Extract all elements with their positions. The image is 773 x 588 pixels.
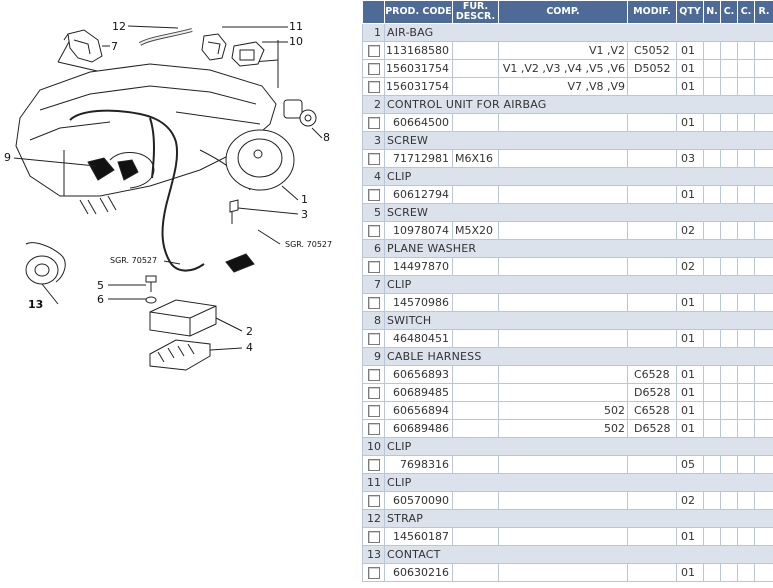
parts-table-body <box>363 24 773 582</box>
comp-cell <box>499 492 628 510</box>
c2-cell <box>738 222 755 240</box>
comp-cell: V1 ,V2 ,V3 ,V4 ,V5 ,V6 <box>499 60 628 78</box>
group-number: 5 <box>363 204 385 222</box>
group-header-row <box>363 132 773 150</box>
qty-cell: 01 <box>677 294 704 312</box>
callout-5: 5 <box>97 279 104 292</box>
c2-cell <box>738 402 755 420</box>
c1-cell <box>721 150 738 168</box>
header-r[interactable]: R. <box>755 1 773 24</box>
r-cell <box>755 456 773 474</box>
comp-cell <box>499 366 628 384</box>
c2-cell <box>738 186 755 204</box>
modif-cell <box>628 330 677 348</box>
callout-13: 13 <box>28 298 44 311</box>
n-cell <box>704 366 721 384</box>
select-checkbox[interactable] <box>368 45 380 57</box>
group-number: 3 <box>363 132 385 150</box>
c1-cell <box>721 186 738 204</box>
qty-cell: 01 <box>677 564 704 582</box>
qty-cell: 05 <box>677 456 704 474</box>
part-row <box>363 294 773 312</box>
select-cell <box>363 60 385 78</box>
airbag-module-1 <box>226 130 294 190</box>
select-checkbox[interactable] <box>368 117 380 129</box>
comp-cell <box>499 384 628 402</box>
comp-cell <box>499 222 628 240</box>
select-checkbox[interactable] <box>368 495 380 507</box>
fur-descr-cell <box>453 420 499 438</box>
r-cell <box>755 114 773 132</box>
n-cell <box>704 258 721 276</box>
select-checkbox[interactable] <box>368 81 380 93</box>
modif-cell <box>628 186 677 204</box>
select-checkbox[interactable] <box>368 225 380 237</box>
part-row <box>363 258 773 276</box>
group-name: CLIP <box>385 276 773 294</box>
c1-cell <box>721 564 738 582</box>
part-row <box>363 366 773 384</box>
select-checkbox[interactable] <box>368 189 380 201</box>
qty-cell: 01 <box>677 330 704 348</box>
select-cell <box>363 384 385 402</box>
fur-descr-cell <box>453 492 499 510</box>
table-header-row <box>363 1 773 24</box>
qty-cell: 01 <box>677 402 704 420</box>
select-cell <box>363 528 385 546</box>
select-cell <box>363 150 385 168</box>
qty-cell: 01 <box>677 114 704 132</box>
comp-cell <box>499 528 628 546</box>
group-number: 2 <box>363 96 385 114</box>
group-number: 4 <box>363 168 385 186</box>
modif-cell: C5052 <box>628 42 677 60</box>
n-cell <box>704 42 721 60</box>
n-cell <box>704 420 721 438</box>
prod-code-cell: 14560187 <box>385 528 453 546</box>
select-cell <box>363 78 385 96</box>
group-header-row <box>363 24 773 42</box>
c2-cell <box>738 330 755 348</box>
r-cell <box>755 78 773 96</box>
part-row <box>363 78 773 96</box>
prod-code-cell: 7698316 <box>385 456 453 474</box>
part-row <box>363 528 773 546</box>
group-name: CABLE HARNESS <box>385 348 773 366</box>
header-n[interactable]: N. <box>704 1 721 24</box>
fur-descr-cell <box>453 528 499 546</box>
n-cell <box>704 492 721 510</box>
group-name: CLIP <box>385 438 773 456</box>
select-checkbox[interactable] <box>368 567 380 579</box>
c2-cell <box>738 114 755 132</box>
comp-cell: V7 ,V8 ,V9 <box>499 78 628 96</box>
modif-cell <box>628 78 677 96</box>
r-cell <box>755 528 773 546</box>
c1-cell <box>721 402 738 420</box>
group-header-row <box>363 438 773 456</box>
callout-4: 4 <box>246 341 253 354</box>
group-name: SCREW <box>385 204 773 222</box>
qty-cell: 01 <box>677 42 704 60</box>
c1-cell <box>721 384 738 402</box>
c2-cell <box>738 294 755 312</box>
r-cell <box>755 294 773 312</box>
group-name: CONTACT <box>385 546 773 564</box>
r-cell <box>755 150 773 168</box>
fur-descr-cell <box>453 186 499 204</box>
ref-label-sgr-1: SGR. 70527 <box>285 240 333 249</box>
callout-10: 10 <box>289 35 303 48</box>
part-row <box>363 330 773 348</box>
prod-code-cell: 60630216 <box>385 564 453 582</box>
qty-cell: 02 <box>677 222 704 240</box>
clip-part-10 <box>232 42 264 66</box>
select-checkbox[interactable] <box>368 297 380 309</box>
qty-cell: 01 <box>677 366 704 384</box>
modif-cell <box>628 114 677 132</box>
comp-cell <box>499 456 628 474</box>
comp-cell <box>499 258 628 276</box>
select-checkbox[interactable] <box>368 531 380 543</box>
select-cell <box>363 294 385 312</box>
n-cell <box>704 402 721 420</box>
header-select <box>363 1 385 24</box>
part-row <box>363 420 773 438</box>
group-number: 6 <box>363 240 385 258</box>
select-checkbox[interactable] <box>368 459 380 471</box>
fur-descr-cell: M5X20 <box>453 222 499 240</box>
n-cell <box>704 186 721 204</box>
comp-cell: 502 <box>499 402 628 420</box>
callout-8: 8 <box>323 131 330 144</box>
header-prod-code[interactable]: PROD. CODE <box>385 1 453 24</box>
select-checkbox[interactable] <box>368 369 380 381</box>
group-number: 13 <box>363 546 385 564</box>
modif-cell: D5052 <box>628 60 677 78</box>
part-row <box>363 402 773 420</box>
c2-cell <box>738 60 755 78</box>
fur-descr-cell <box>453 114 499 132</box>
part-row <box>363 186 773 204</box>
group-header-row <box>363 240 773 258</box>
r-cell <box>755 420 773 438</box>
n-cell <box>704 150 721 168</box>
fur-descr-cell <box>453 456 499 474</box>
c1-cell <box>721 114 738 132</box>
select-checkbox[interactable] <box>368 387 380 399</box>
c1-cell <box>721 420 738 438</box>
modif-cell: D6528 <box>628 384 677 402</box>
n-cell <box>704 222 721 240</box>
group-name: CLIP <box>385 168 773 186</box>
c2-cell <box>738 78 755 96</box>
fur-descr-cell <box>453 60 499 78</box>
select-checkbox[interactable] <box>368 153 380 165</box>
comp-cell: 502 <box>499 420 628 438</box>
part-row <box>363 150 773 168</box>
qty-cell: 01 <box>677 60 704 78</box>
c1-cell <box>721 492 738 510</box>
comp-cell <box>499 564 628 582</box>
n-cell <box>704 294 721 312</box>
select-cell <box>363 492 385 510</box>
n-cell <box>704 60 721 78</box>
group-number: 11 <box>363 474 385 492</box>
r-cell <box>755 258 773 276</box>
c2-cell <box>738 492 755 510</box>
fur-descr-cell: M6X16 <box>453 150 499 168</box>
c2-cell <box>738 456 755 474</box>
comp-cell <box>499 186 628 204</box>
group-header-row <box>363 276 773 294</box>
group-name: PLANE WASHER <box>385 240 773 258</box>
group-name: SCREW <box>385 132 773 150</box>
fur-descr-cell <box>453 402 499 420</box>
c2-cell <box>738 42 755 60</box>
r-cell <box>755 492 773 510</box>
header-qty[interactable]: QTY <box>677 1 704 24</box>
c1-cell <box>721 528 738 546</box>
group-header-row <box>363 546 773 564</box>
prod-code-cell: 60664500 <box>385 114 453 132</box>
r-cell <box>755 60 773 78</box>
c1-cell <box>721 366 738 384</box>
part-row <box>363 60 773 78</box>
diagram-drawing <box>0 0 362 588</box>
fur-descr-cell <box>453 78 499 96</box>
group-name: CLIP <box>385 474 773 492</box>
part-row <box>363 384 773 402</box>
r-cell <box>755 330 773 348</box>
fur-descr-cell <box>453 366 499 384</box>
modif-cell <box>628 528 677 546</box>
part-row <box>363 564 773 582</box>
parts-table <box>362 0 773 582</box>
group-number: 9 <box>363 348 385 366</box>
n-cell <box>704 78 721 96</box>
group-header-row <box>363 96 773 114</box>
prod-code-cell: 156031754 <box>385 60 453 78</box>
callout-6: 6 <box>97 293 104 306</box>
modif-cell <box>628 258 677 276</box>
callout-2: 2 <box>246 325 253 338</box>
prod-code-cell: 10978074 <box>385 222 453 240</box>
prod-code-cell: 14570986 <box>385 294 453 312</box>
prod-code-cell: 156031754 <box>385 78 453 96</box>
c2-cell <box>738 384 755 402</box>
modif-cell <box>628 564 677 582</box>
c2-cell <box>738 564 755 582</box>
select-cell <box>363 222 385 240</box>
select-checkbox[interactable] <box>368 63 380 75</box>
group-number: 1 <box>363 24 385 42</box>
qty-cell: 01 <box>677 78 704 96</box>
select-checkbox[interactable] <box>368 405 380 417</box>
comp-cell: V1 ,V2 <box>499 42 628 60</box>
c1-cell <box>721 42 738 60</box>
fur-descr-cell <box>453 294 499 312</box>
prod-code-cell: 60612794 <box>385 186 453 204</box>
fur-descr-cell <box>453 42 499 60</box>
fur-descr-cell <box>453 384 499 402</box>
select-checkbox[interactable] <box>368 333 380 345</box>
callout-7: 7 <box>111 40 118 53</box>
qty-cell: 01 <box>677 384 704 402</box>
fur-descr-cell <box>453 258 499 276</box>
c1-cell <box>721 330 738 348</box>
qty-cell: 03 <box>677 150 704 168</box>
prod-code-cell: 60689485 <box>385 384 453 402</box>
callout-11: 11 <box>289 20 303 33</box>
r-cell <box>755 186 773 204</box>
group-number: 8 <box>363 312 385 330</box>
select-cell <box>363 258 385 276</box>
qty-cell: 02 <box>677 258 704 276</box>
header-modif[interactable]: MODIF. <box>628 1 677 24</box>
group-header-row <box>363 204 773 222</box>
n-cell <box>704 528 721 546</box>
n-cell <box>704 564 721 582</box>
prod-code-cell: 113168580 <box>385 42 453 60</box>
header-c2[interactable]: C. <box>738 1 755 24</box>
r-cell <box>755 42 773 60</box>
prod-code-cell: 60689486 <box>385 420 453 438</box>
comp-cell <box>499 114 628 132</box>
group-name: AIR-BAG <box>385 24 773 42</box>
select-cell <box>363 114 385 132</box>
comp-cell <box>499 294 628 312</box>
c2-cell <box>738 150 755 168</box>
r-cell <box>755 222 773 240</box>
qty-cell: 01 <box>677 528 704 546</box>
c1-cell <box>721 258 738 276</box>
select-cell <box>363 330 385 348</box>
header-fur-descr[interactable]: FUR. DESCR. <box>453 1 499 24</box>
part-row <box>363 42 773 60</box>
comp-cell <box>499 150 628 168</box>
prod-code-cell: 71712981 <box>385 150 453 168</box>
modif-cell <box>628 456 677 474</box>
modif-cell <box>628 492 677 510</box>
c1-cell <box>721 222 738 240</box>
prod-code-cell: 14497870 <box>385 258 453 276</box>
part-row <box>363 114 773 132</box>
modif-cell <box>628 294 677 312</box>
group-number: 10 <box>363 438 385 456</box>
fur-descr-cell <box>453 564 499 582</box>
c2-cell <box>738 528 755 546</box>
prod-code-cell: 46480451 <box>385 330 453 348</box>
qty-cell: 01 <box>677 186 704 204</box>
prod-code-cell: 60656893 <box>385 366 453 384</box>
select-cell <box>363 42 385 60</box>
callout-12: 12 <box>112 20 126 33</box>
select-cell <box>363 366 385 384</box>
group-name: SWITCH <box>385 312 773 330</box>
r-cell <box>755 564 773 582</box>
c2-cell <box>738 366 755 384</box>
callout-9: 9 <box>4 151 11 164</box>
part-row <box>363 222 773 240</box>
c2-cell <box>738 258 755 276</box>
n-cell <box>704 330 721 348</box>
modif-cell: C6528 <box>628 402 677 420</box>
prod-code-cell: 60656894 <box>385 402 453 420</box>
modif-cell: C6528 <box>628 366 677 384</box>
r-cell <box>755 366 773 384</box>
n-cell <box>704 114 721 132</box>
part-row <box>363 456 773 474</box>
r-cell <box>755 402 773 420</box>
c1-cell <box>721 456 738 474</box>
callout-3: 3 <box>301 208 308 221</box>
c1-cell <box>721 294 738 312</box>
select-cell <box>363 564 385 582</box>
modif-cell <box>628 150 677 168</box>
qty-cell: 02 <box>677 492 704 510</box>
select-cell <box>363 456 385 474</box>
c2-cell <box>738 420 755 438</box>
group-name: CONTROL UNIT FOR AIRBAG <box>385 96 773 114</box>
select-cell <box>363 420 385 438</box>
qty-cell: 01 <box>677 420 704 438</box>
select-cell <box>363 186 385 204</box>
callout-1: 1 <box>301 193 308 206</box>
select-checkbox[interactable] <box>368 423 380 435</box>
ref-label-sgr-2: SGR. 70527 <box>110 256 158 265</box>
n-cell <box>704 456 721 474</box>
c1-cell <box>721 60 738 78</box>
group-number: 12 <box>363 510 385 528</box>
header-comp[interactable]: COMP. <box>499 1 628 24</box>
modif-cell: D6528 <box>628 420 677 438</box>
r-cell <box>755 384 773 402</box>
fur-descr-cell <box>453 330 499 348</box>
exploded-parts-diagram <box>0 0 362 588</box>
group-number: 7 <box>363 276 385 294</box>
group-header-row <box>363 168 773 186</box>
group-header-row <box>363 474 773 492</box>
c1-cell <box>721 78 738 96</box>
part-row <box>363 492 773 510</box>
group-header-row <box>363 348 773 366</box>
group-header-row <box>363 510 773 528</box>
prod-code-cell: 60570090 <box>385 492 453 510</box>
header-c1[interactable]: C. <box>721 1 738 24</box>
group-header-row <box>363 312 773 330</box>
modif-cell <box>628 222 677 240</box>
select-checkbox[interactable] <box>368 261 380 273</box>
select-cell <box>363 402 385 420</box>
group-name: STRAP <box>385 510 773 528</box>
n-cell <box>704 384 721 402</box>
comp-cell <box>499 330 628 348</box>
